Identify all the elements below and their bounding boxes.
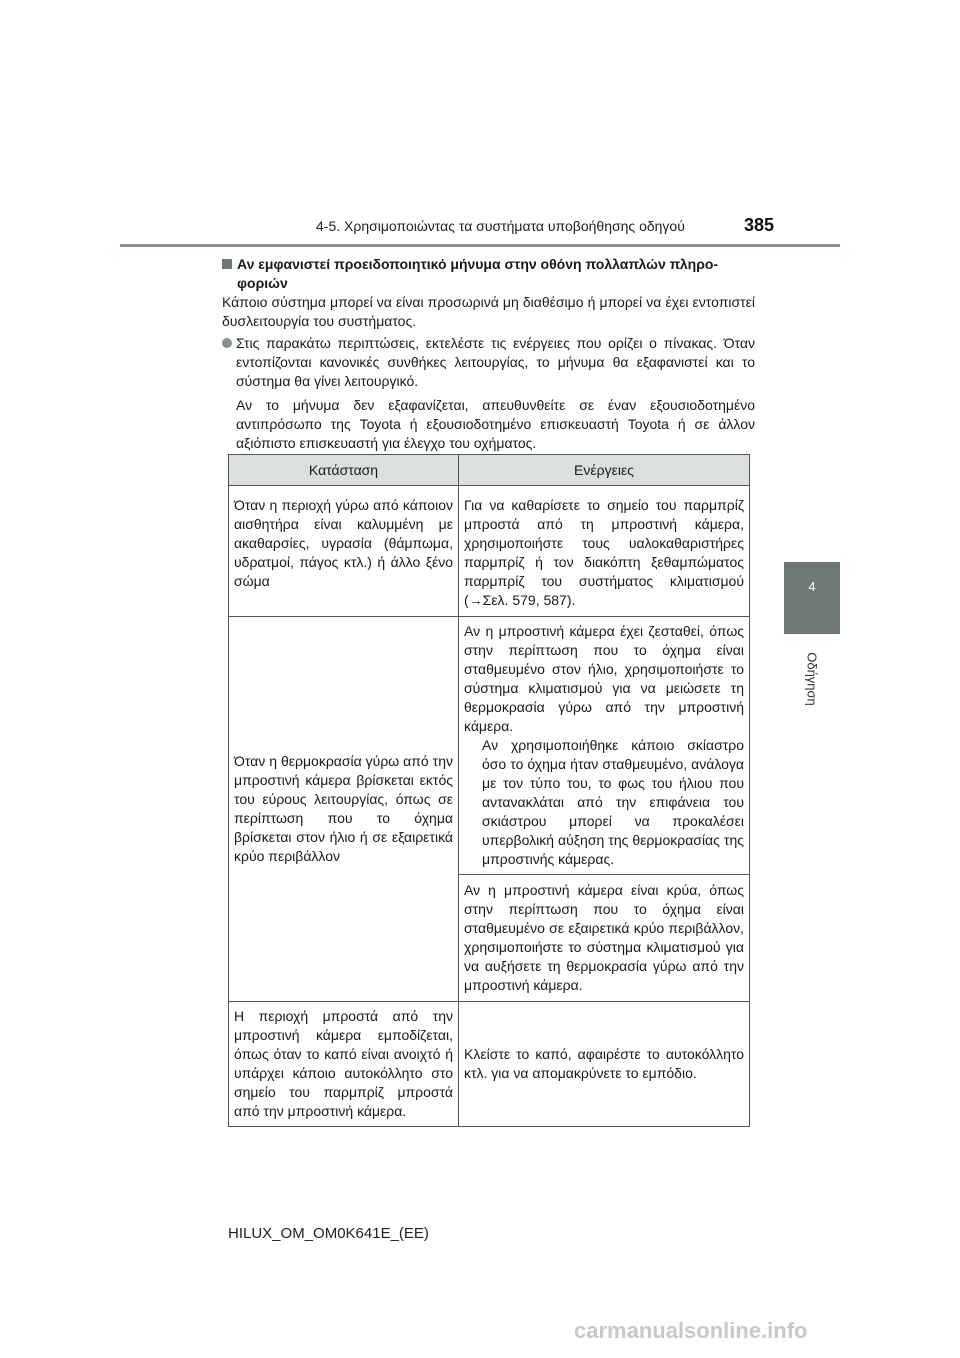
action-cell: Για να καθαρίσετε το σημείο του παρμπρίζ μπροστά από τη μπροστινή κάμερα, χρησιμοποιήστε τους υαλοκαθαριστήρες παρμπρίζ ή τον διακόπτη ξεθαμπώματος παρμπρίζ του συστήματος κλιματισμού (→Σελ. 579, 587).	[459, 486, 750, 617]
condition-cell: Η περιοχή μπροστά από την μπροστινή κάμερα εμποδίζεται, όπως όταν το καπό είναι ανοιχτό ή υπάρχει κάποιο αυτοκόλλητο στο σημείο του παρμπρίζ μπροστά από την μπροστινή κάμερα.	[229, 1002, 459, 1127]
action-cell: Κλείστε το καπό, αφαιρέστε το αυτοκόλλητο κτλ. για να απομακρύνετε το εμπόδιο.	[459, 1002, 750, 1127]
action-cell	[459, 617, 750, 875]
document-code: HILUX_OM_OM0K641E_(EE)	[228, 1225, 429, 1242]
table-header-row	[229, 455, 750, 486]
table-row	[229, 617, 750, 875]
chapter-label: Οδήγηση	[804, 652, 820, 706]
page-number: 385	[744, 215, 775, 235]
conditions-table	[228, 454, 750, 1127]
section-heading-text: Αν εμφανιστεί προειδοποιητικό μήνυμα στην οθόνη πολλαπλών πληροφοριών	[237, 256, 719, 291]
circle-bullet-icon	[222, 338, 232, 348]
chapter-number: 4	[808, 579, 816, 594]
chapter-label-container	[784, 634, 840, 724]
watermark: carmanualsonline.info	[574, 1318, 808, 1343]
section-intro: Κάποιο σύστημα μπορεί να είναι προσωρινά μη διαθέσιμο ή μπορεί να έχει εντοπιστεί δυσλειτουργία του συστήματος.	[222, 294, 755, 329]
table-row	[229, 1002, 750, 1127]
section-heading	[236, 255, 755, 293]
condition-cell: Όταν η περιοχή γύρω από κάποιον αισθητήρα είναι καλυμμένη με ακαθαρσίες, υγρασία (θάμπωμα, υδρατμοί, πάγος κτλ.) ή άλλο ξένο σώμα	[229, 486, 459, 617]
chapter-tab	[784, 562, 840, 634]
square-bullet-icon	[222, 259, 232, 269]
action-note: Αν χρησιμοποιήθηκε κάποιο σκίαστρο όσο το όχημα ήταν σταθμευμένο, ανάλογα με τον τύπο του, το φως του ήλιου που αντανακλάται από την επιφάνεια του σκιάστρου μπορεί να προκαλέσει υπερβολική αύξηση της θερμοκρασίας της μπροστινής κάμερας.	[482, 737, 744, 867]
action-text: Αν η μπροστινή κάμερα έχει ζεσταθεί, όπως στην περίπτωση που το όχημα είναι σταθμευμένο στον ήλιο, χρησιμοποιήστε το σύστημα κλιματισμού για να μειώσετε τη θερμοκρασία γύρω από την μπροστινή κάμερα.	[464, 623, 744, 734]
condition-cell: Όταν η θερμοκρασία γύρω από την μπροστινή κάμερα βρίσκεται εκτός του εύρους λειτουργίας, όπως σε περίπτωση που το όχημα βρίσκεται στον ήλιο ή σε εξαιρετικά κρύο περιβάλλον	[229, 617, 459, 1002]
warning-section	[222, 255, 755, 453]
bullet-text: Στις παρακάτω περιπτώσεις, εκτελέστε τις ενέργειες που ορίζει ο πίνακας. Όταν εντοπίζονται κανονικές συνθήκες λειτουργίας, το μήνυμα θα εξαφανιστεί και το σύστημα θα γίνει λειτουργικό.	[236, 335, 755, 389]
bullet-item	[222, 334, 755, 391]
followup-text: Αν το μήνυμα δεν εξαφανίζεται, απευθυνθείτε σε έναν εξουσιοδοτημένο αντιπρόσωπο της Toyota ή εξουσιοδοτημένο επισκευαστή Toyota ή σε άλλον αξιόπιστο επισκευαστή για έλεγχο του οχήματος.	[236, 397, 755, 451]
action-cell: Αν η μπροστινή κάμερα είναι κρύα, όπως στην περίπτωση που το όχημα είναι σταθμευμένο σε εξαιρετικά κρύο περιβάλλον, χρησιμοποιήστε το σύστημα κλιματισμού για να αυξήσετε τη θερμοκρασία γύρω από την μπροστινή κάμερα.	[459, 875, 750, 1002]
header-divider	[120, 244, 840, 247]
column-header-action: Ενέργειες	[459, 455, 750, 486]
page-header-title: 4-5. Χρησιμοποιώντας τα συστήματα υποβοήθησης οδηγού	[316, 218, 685, 234]
table-row	[229, 486, 750, 617]
column-header-condition: Κατάσταση	[229, 455, 459, 486]
